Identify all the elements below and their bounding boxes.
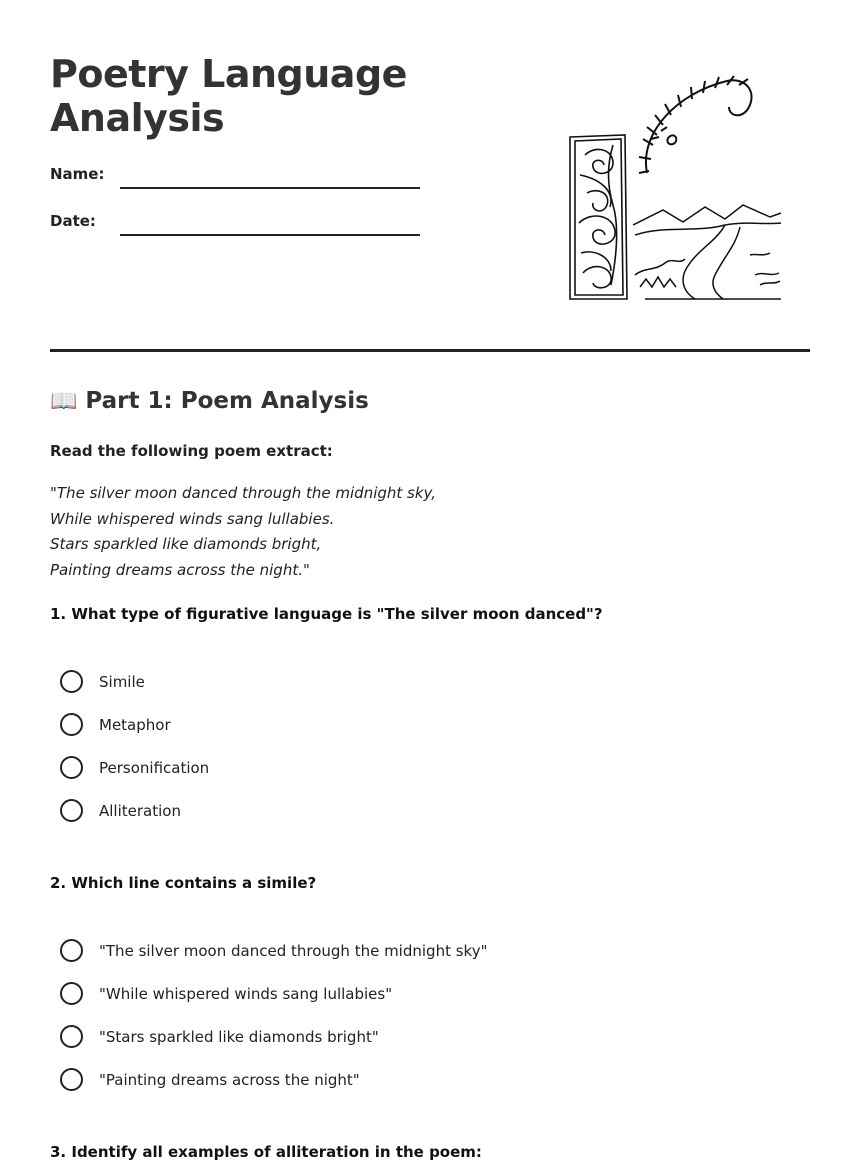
title-line-1: Poetry Language — [50, 52, 407, 96]
date-label: Date: — [50, 212, 96, 230]
option-label: "The silver moon danced through the midnight sky" — [99, 941, 488, 960]
poem-extract — [50, 481, 436, 583]
radio-button[interactable] — [60, 939, 83, 962]
part1-heading-text: Part 1: Poem Analysis — [85, 388, 369, 414]
option-label: "Painting dreams across the night" — [99, 1070, 360, 1089]
section-divider — [50, 349, 810, 352]
poem-line: While whispered winds sang lullabies. — [50, 509, 335, 528]
option-label: "Stars sparkled like diamonds bright" — [99, 1027, 379, 1046]
worksheet-title — [50, 52, 470, 140]
option-label: Personification — [99, 758, 210, 777]
option-label: "While whispered winds sang lullabies" — [99, 984, 393, 1003]
q2-option-1[interactable] — [60, 939, 487, 962]
q1-option-simile[interactable] — [60, 670, 145, 693]
title-line-2: Analysis — [50, 96, 225, 140]
q1-option-alliteration[interactable] — [60, 799, 181, 822]
name-label: Name: — [50, 165, 105, 183]
radio-button[interactable] — [60, 713, 83, 736]
option-label: Simile — [99, 672, 145, 691]
poem-line: Painting dreams across the night." — [50, 560, 310, 579]
q2-option-3[interactable] — [60, 1025, 379, 1048]
fern-frond-icon — [639, 76, 752, 173]
maori-carving-fern-landscape-illustration — [565, 75, 785, 305]
radio-button[interactable] — [60, 1025, 83, 1048]
q2-option-2[interactable] — [60, 982, 392, 1005]
date-field[interactable] — [120, 234, 420, 236]
question-3: 3. Identify all examples of alliteration in the poem: — [50, 1143, 482, 1161]
q1-option-metaphor[interactable] — [60, 713, 171, 736]
option-label: Metaphor — [99, 715, 171, 734]
open-book-icon: 📖 — [50, 388, 78, 414]
landscape-icon — [633, 205, 781, 299]
poem-instruction: Read the following poem extract: — [50, 442, 333, 460]
q1-option-personification[interactable] — [60, 756, 209, 779]
question-2: 2. Which line contains a simile? — [50, 874, 317, 892]
radio-button[interactable] — [60, 1068, 83, 1091]
option-label: Alliteration — [99, 801, 181, 820]
carved-pou-icon — [570, 135, 627, 299]
radio-button[interactable] — [60, 982, 83, 1005]
radio-button[interactable] — [60, 799, 83, 822]
poem-line: Stars sparkled like diamonds bright, — [50, 535, 322, 553]
question-1: 1. What type of figurative language is "The silver moon danced"? — [50, 605, 603, 623]
part1-heading — [50, 388, 369, 414]
poem-line: "The silver moon danced through the midnight sky, — [50, 484, 437, 502]
radio-button[interactable] — [60, 756, 83, 779]
q2-option-4[interactable] — [60, 1068, 360, 1091]
radio-button[interactable] — [60, 670, 83, 693]
name-field[interactable] — [120, 187, 420, 189]
